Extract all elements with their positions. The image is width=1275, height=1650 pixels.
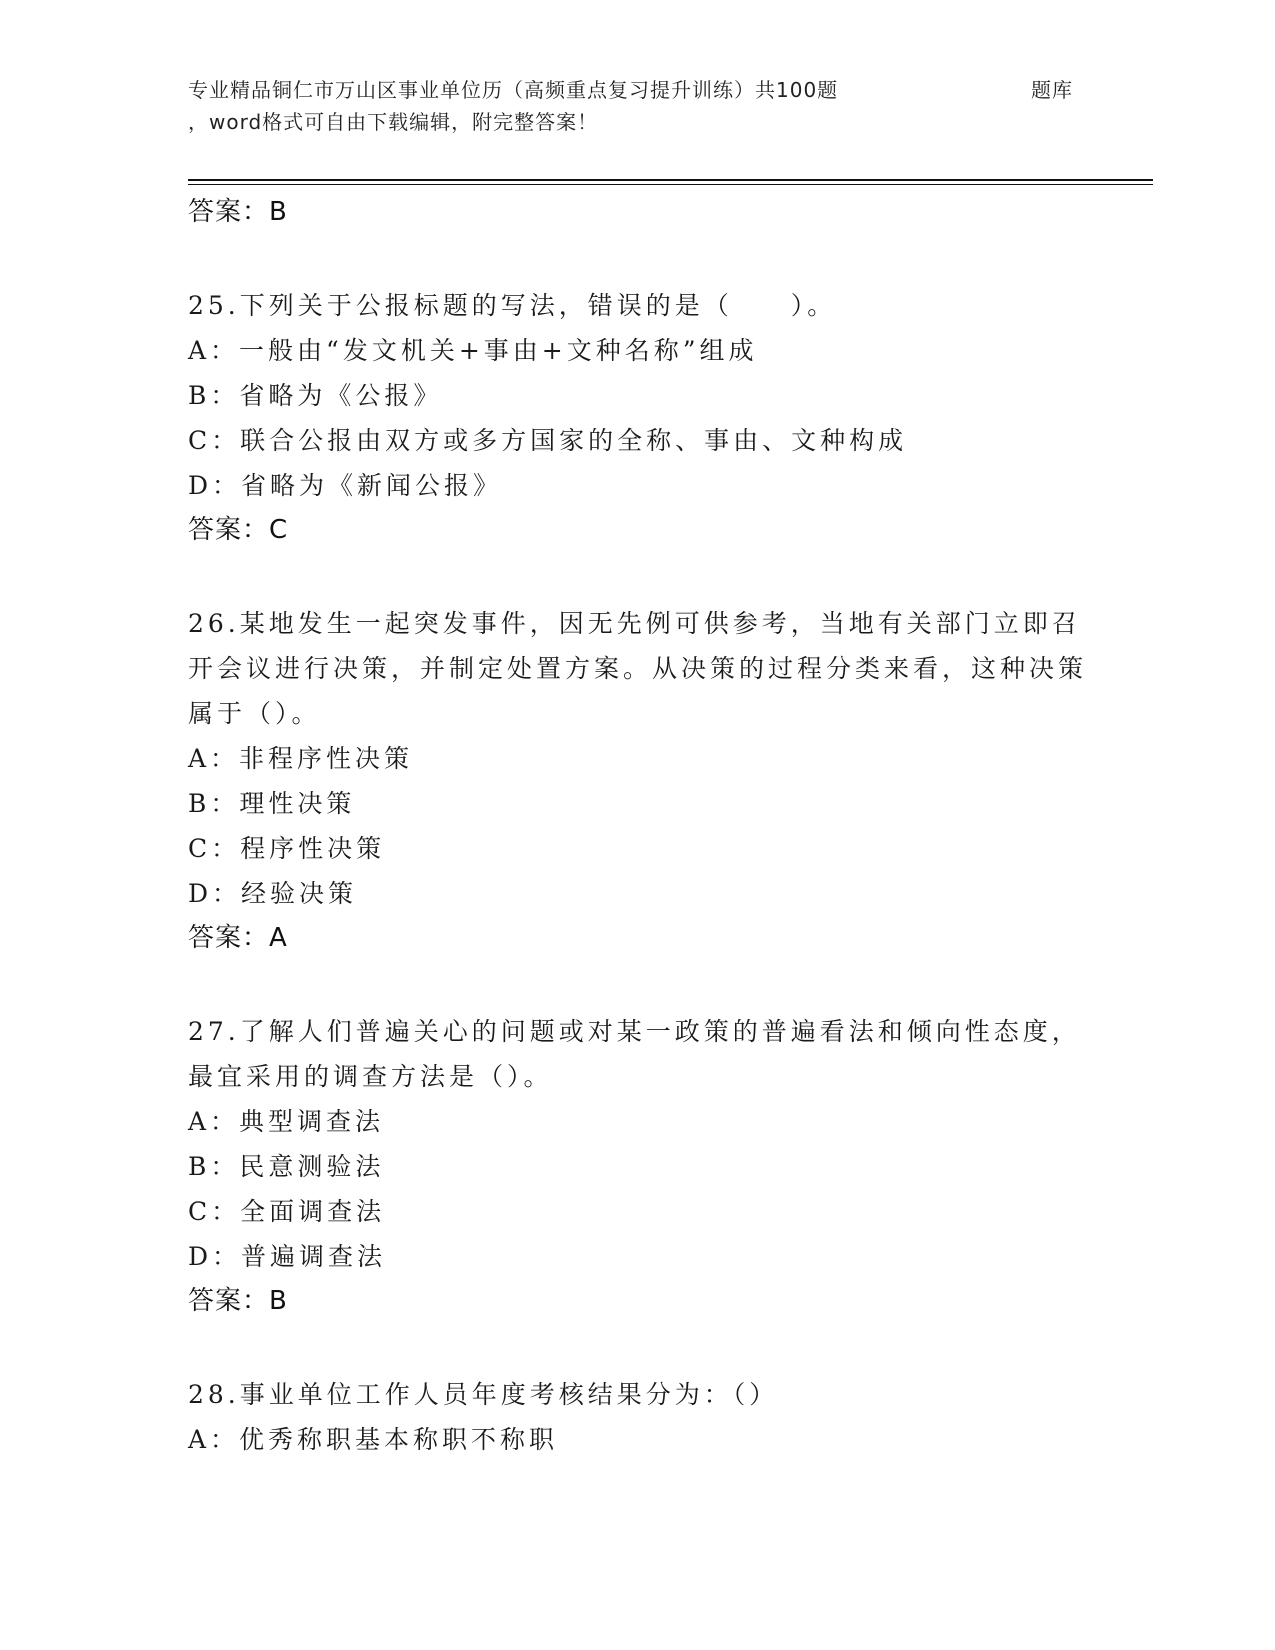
option-a: A：优秀称职基本称职不称职 — [188, 1425, 559, 1454]
question-stem: 28.事业单位工作人员年度考核结果分为：（） — [188, 1380, 779, 1409]
answer: 答案：B — [188, 1286, 288, 1316]
option-c: C：全面调查法 — [188, 1197, 386, 1226]
question-list — [188, 190, 1088, 1462]
option-b: B：理性决策 — [188, 789, 356, 818]
question-28 — [188, 1372, 1088, 1462]
answer: 答案：C — [188, 515, 289, 545]
option-d: D：经验决策 — [188, 879, 358, 908]
question-27 — [188, 1009, 1088, 1323]
spacer — [188, 1323, 1088, 1372]
question-25 — [188, 283, 1088, 552]
option-b: B：省略为《公报》 — [188, 381, 443, 410]
header-title: 专业精品铜仁市万山区事业单位历（高频重点复习提升训练）共100题 — [188, 78, 839, 102]
answer-24: 答案：B — [188, 197, 288, 227]
option-d: D：普遍调查法 — [188, 1242, 387, 1271]
option-a: A：一般由“发文机关+事由+文种名称”组成 — [188, 336, 758, 365]
option-c: C：联合公报由双方或多方国家的全称、事由、文种构成 — [188, 426, 908, 455]
header-divider-thick — [188, 179, 1153, 181]
option-a: A：非程序性决策 — [188, 744, 414, 773]
question-26 — [188, 601, 1088, 960]
answer: 答案：A — [188, 923, 288, 953]
option-c: C：程序性决策 — [188, 834, 386, 863]
header-divider-thin — [188, 184, 1153, 185]
question-stem: 26.某地发生一起突发事件，因无先例可供参考，当地有关部门立即召开会议进行决策，并制定处置方案。从决策的过程分类来看，这种决策属于（）。 — [188, 609, 1088, 728]
page-header — [188, 74, 1088, 138]
header-tag: 题库 — [1031, 78, 1073, 102]
option-d: D：省略为《新闻公报》 — [188, 471, 503, 500]
option-b: B：民意测验法 — [188, 1152, 385, 1181]
spacer — [188, 234, 1088, 283]
spacer — [188, 960, 1088, 1009]
question-stem: 27.了解人们普遍关心的问题或对某一政策的普遍看法和倾向性态度，最宜采用的调查方法是（）。 — [188, 1017, 1081, 1091]
question-stem: 25.下列关于公报标题的写法，错误的是（ ）。 — [188, 291, 837, 320]
header-subtitle: ，word格式可自由下载编辑，附完整答案！ — [188, 110, 599, 134]
option-a: A：典型调查法 — [188, 1107, 385, 1136]
header-title-line — [188, 74, 1088, 106]
spacer — [188, 552, 1088, 601]
